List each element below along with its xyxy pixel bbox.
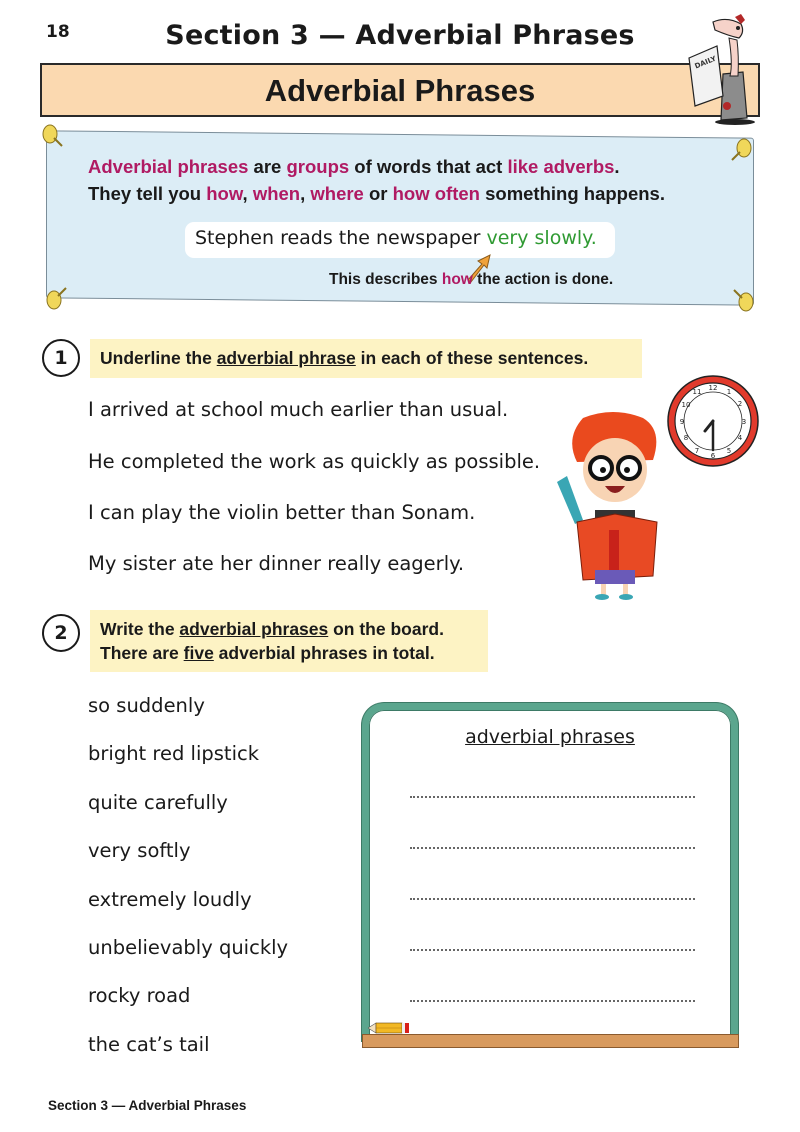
svg-text:9: 9 xyxy=(679,418,685,426)
answer-line-4[interactable] xyxy=(410,949,695,951)
caption-prefix: This describes xyxy=(329,271,442,288)
svg-text:7: 7 xyxy=(694,447,700,455)
svg-text:6: 6 xyxy=(710,452,716,460)
example-caption xyxy=(329,271,613,289)
answer-line-2[interactable] xyxy=(410,847,695,849)
caption-suffix: the action is done. xyxy=(472,271,614,288)
text-span: They tell you xyxy=(88,183,207,204)
svg-text:8: 8 xyxy=(683,434,689,442)
whiteboard-title: adverbial phrases xyxy=(465,726,635,748)
example-adverbial-phrase: very slowly xyxy=(486,227,591,249)
caption-highlight: how xyxy=(441,271,473,288)
svg-text:2: 2 xyxy=(737,400,743,408)
svg-text:12: 12 xyxy=(708,384,718,392)
term-adverbial-phrases: Adverbial phrases xyxy=(88,156,249,177)
definition-line-2 xyxy=(88,180,665,207)
word-option[interactable]: extremely loudly xyxy=(88,888,252,911)
instruction-suffix: adverbial phrases in total. xyxy=(213,643,435,663)
instruction-prefix: Underline the xyxy=(100,348,217,368)
svg-text:10: 10 xyxy=(681,401,691,409)
example-sentence xyxy=(195,227,597,249)
example-suffix: . xyxy=(590,227,597,249)
sentence-4[interactable]: My sister ate her dinner really eagerly. xyxy=(88,552,465,575)
word-option[interactable]: unbelievably quickly xyxy=(88,936,289,959)
instruction-prefix: There are xyxy=(100,643,184,663)
word-option[interactable]: so suddenly xyxy=(88,694,205,717)
instruction-underlined: adverbial phrases xyxy=(179,619,329,639)
term-groups: groups xyxy=(286,156,350,177)
word-option[interactable]: the cat’s tail xyxy=(88,1033,210,1056)
question-1-instruction xyxy=(90,339,642,378)
svg-text:5: 5 xyxy=(726,447,732,455)
sentence-3[interactable]: I can play the violin better than Sonam. xyxy=(88,501,476,524)
page-footer: Section 3 — Adverbial Phrases xyxy=(48,1098,247,1113)
title-banner xyxy=(40,63,760,117)
instruction-underlined: adverbial phrase xyxy=(216,348,356,368)
example-prefix: Stephen reads the newspaper xyxy=(195,227,487,249)
definition-line-1 xyxy=(88,153,665,180)
svg-text:DAILY: DAILY xyxy=(693,54,718,71)
question-number-1: 1 xyxy=(42,339,80,377)
term-when: when xyxy=(252,183,301,204)
pushpin-icon xyxy=(40,124,66,150)
svg-text:3: 3 xyxy=(741,418,747,426)
text-span: are xyxy=(248,156,287,177)
text-span: , xyxy=(242,183,253,204)
whiteboard xyxy=(362,703,738,1041)
pushpin-icon xyxy=(728,138,754,164)
word-option[interactable]: very softly xyxy=(88,839,191,862)
section-title: Section 3 — Adverbial Phrases xyxy=(165,20,635,51)
pushpin-icon xyxy=(730,286,756,312)
word-option[interactable]: rocky road xyxy=(88,984,191,1007)
instruction-prefix: Write the xyxy=(100,619,180,639)
man-reading-newspaper-illustration xyxy=(683,14,763,126)
answer-line-5[interactable] xyxy=(410,1000,695,1002)
whiteboard-ledge xyxy=(362,1034,739,1048)
svg-text:4: 4 xyxy=(737,434,743,442)
text-span: , xyxy=(300,183,311,204)
pencil-icon xyxy=(368,1022,410,1034)
term-like-adverbs: like adverbs xyxy=(507,156,615,177)
term-how: how xyxy=(206,183,243,204)
sentence-2[interactable]: He completed the work as quickly as possible. xyxy=(88,450,541,473)
instruction-suffix: on the board. xyxy=(328,619,444,639)
sentence-1[interactable]: I arrived at school much earlier than usual. xyxy=(88,398,509,421)
question-2-instruction xyxy=(90,610,488,672)
text-span: something happens. xyxy=(479,183,665,204)
page-number: 18 xyxy=(46,22,70,42)
definition-text xyxy=(88,153,665,207)
term-where: where xyxy=(310,183,364,204)
instruction-underlined: five xyxy=(183,643,214,663)
instruction-suffix: in each of these sentences. xyxy=(355,348,589,368)
answer-line-1[interactable] xyxy=(410,796,695,798)
svg-text:1: 1 xyxy=(726,388,732,396)
text-span: or xyxy=(363,183,393,204)
word-option[interactable]: quite carefully xyxy=(88,791,228,814)
text-span: of words that act xyxy=(349,156,508,177)
banner-title: Adverbial Phrases xyxy=(264,73,536,108)
instruction-line-1 xyxy=(100,617,478,641)
instruction-line-2 xyxy=(100,641,478,665)
pushpin-icon xyxy=(44,284,70,310)
question-number-2: 2 xyxy=(42,614,80,652)
answer-line-3[interactable] xyxy=(410,898,695,900)
word-option[interactable]: bright red lipstick xyxy=(88,742,260,765)
text-span: . xyxy=(614,156,620,177)
svg-text:11: 11 xyxy=(692,388,702,396)
boy-reading-book-illustration xyxy=(553,410,683,600)
term-how-often: how often xyxy=(392,183,480,204)
